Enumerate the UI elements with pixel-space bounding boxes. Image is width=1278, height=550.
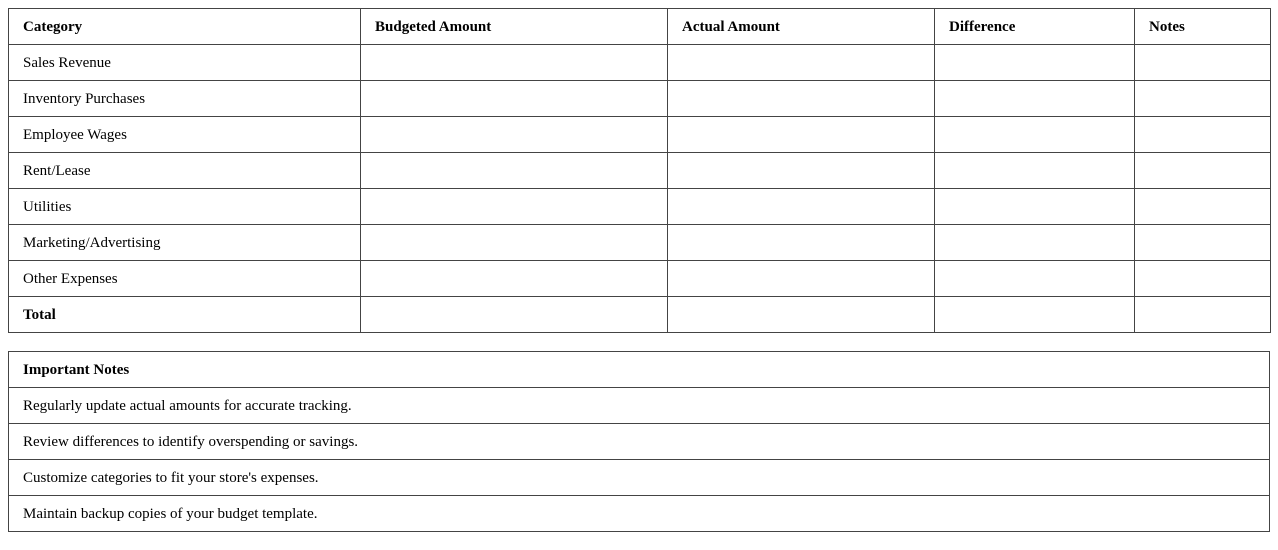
notes-cell[interactable] bbox=[1135, 261, 1271, 297]
difference-cell[interactable] bbox=[935, 225, 1135, 261]
notes-cell[interactable] bbox=[1135, 117, 1271, 153]
total-difference-cell[interactable] bbox=[935, 297, 1135, 333]
actual-cell[interactable] bbox=[668, 153, 935, 189]
notes-cell[interactable] bbox=[1135, 225, 1271, 261]
difference-cell[interactable] bbox=[935, 189, 1135, 225]
category-cell: Utilities bbox=[9, 189, 361, 225]
actual-cell[interactable] bbox=[668, 45, 935, 81]
actual-cell[interactable] bbox=[668, 225, 935, 261]
budgeted-cell[interactable] bbox=[361, 81, 668, 117]
budgeted-cell[interactable] bbox=[361, 189, 668, 225]
notes-cell[interactable] bbox=[1135, 189, 1271, 225]
category-cell: Employee Wages bbox=[9, 117, 361, 153]
budgeted-cell[interactable] bbox=[361, 261, 668, 297]
note-row bbox=[9, 496, 1270, 532]
table-row bbox=[9, 225, 1271, 261]
total-notes-cell[interactable] bbox=[1135, 297, 1271, 333]
category-cell: Marketing/Advertising bbox=[9, 225, 361, 261]
table-row bbox=[9, 153, 1271, 189]
total-label: Total bbox=[9, 297, 361, 333]
budgeted-cell[interactable] bbox=[361, 225, 668, 261]
note-row bbox=[9, 460, 1270, 496]
budgeted-cell[interactable] bbox=[361, 153, 668, 189]
note-row bbox=[9, 388, 1270, 424]
notes-title: Important Notes bbox=[9, 352, 1270, 388]
category-cell: Inventory Purchases bbox=[9, 81, 361, 117]
total-row bbox=[9, 297, 1271, 333]
budgeted-cell[interactable] bbox=[361, 117, 668, 153]
notes-cell[interactable] bbox=[1135, 81, 1271, 117]
notes-cell[interactable] bbox=[1135, 45, 1271, 81]
notes-cell[interactable] bbox=[1135, 153, 1271, 189]
actual-cell[interactable] bbox=[668, 189, 935, 225]
table-row bbox=[9, 45, 1271, 81]
note-item: Review differences to identify overspending or savings. bbox=[9, 424, 1270, 460]
table-row bbox=[9, 117, 1271, 153]
difference-cell[interactable] bbox=[935, 117, 1135, 153]
page bbox=[8, 8, 1270, 532]
table-row bbox=[9, 81, 1271, 117]
note-item: Maintain backup copies of your budget template. bbox=[9, 496, 1270, 532]
difference-cell[interactable] bbox=[935, 81, 1135, 117]
total-budgeted-cell[interactable] bbox=[361, 297, 668, 333]
difference-cell[interactable] bbox=[935, 261, 1135, 297]
difference-cell[interactable] bbox=[935, 45, 1135, 81]
actual-cell[interactable] bbox=[668, 81, 935, 117]
header-notes: Notes bbox=[1135, 9, 1271, 45]
table-row bbox=[9, 189, 1271, 225]
header-difference: Difference bbox=[935, 9, 1135, 45]
notes-title-row bbox=[9, 352, 1270, 388]
header-actual-amount: Actual Amount bbox=[668, 9, 935, 45]
header-category: Category bbox=[9, 9, 361, 45]
difference-cell[interactable] bbox=[935, 153, 1135, 189]
category-cell: Rent/Lease bbox=[9, 153, 361, 189]
note-item: Regularly update actual amounts for accurate tracking. bbox=[9, 388, 1270, 424]
table-row bbox=[9, 261, 1271, 297]
actual-cell[interactable] bbox=[668, 117, 935, 153]
note-row bbox=[9, 424, 1270, 460]
note-item: Customize categories to fit your store's expenses. bbox=[9, 460, 1270, 496]
header-budgeted-amount: Budgeted Amount bbox=[361, 9, 668, 45]
important-notes-table bbox=[8, 351, 1270, 532]
header-row bbox=[9, 9, 1271, 45]
total-actual-cell[interactable] bbox=[668, 297, 935, 333]
category-cell: Other Expenses bbox=[9, 261, 361, 297]
category-cell: Sales Revenue bbox=[9, 45, 361, 81]
budgeted-cell[interactable] bbox=[361, 45, 668, 81]
budget-table bbox=[8, 8, 1271, 333]
actual-cell[interactable] bbox=[668, 261, 935, 297]
